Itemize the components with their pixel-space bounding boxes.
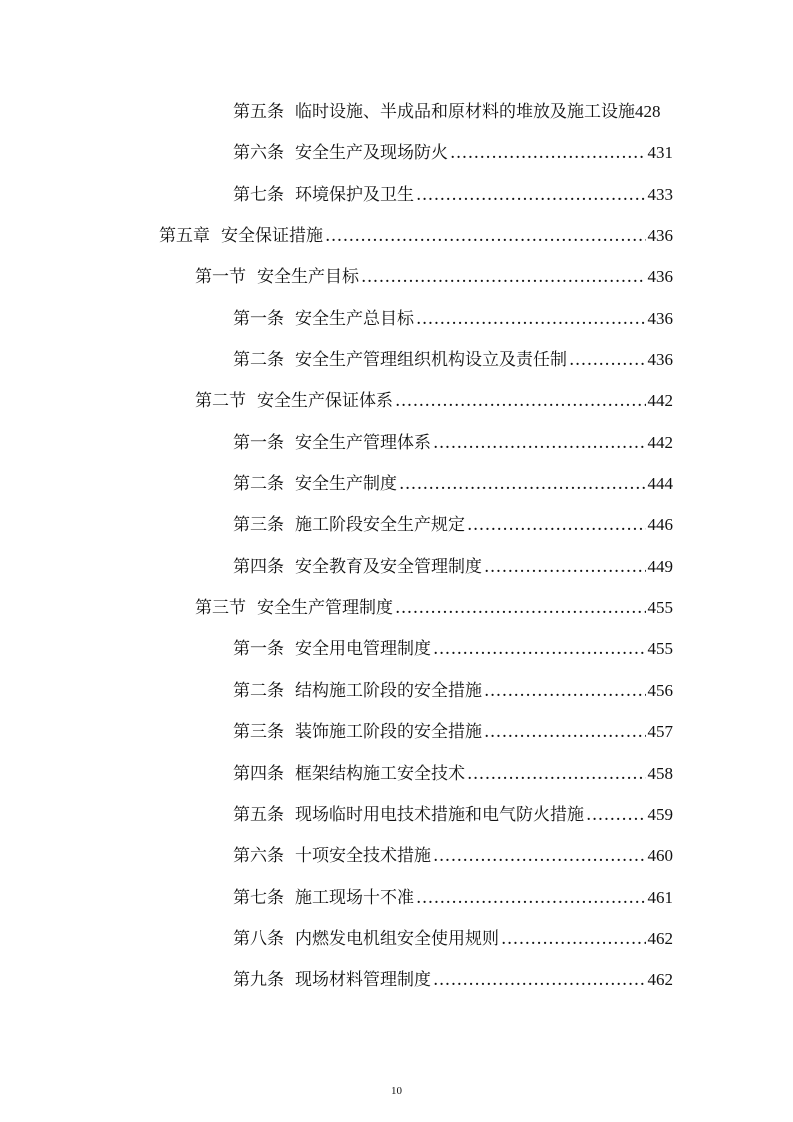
page-number: 10 (391, 1085, 402, 1097)
toc-entry-page: 436 (647, 267, 673, 287)
toc-entry-number: 第四条 (233, 556, 284, 577)
toc-entry-number: 第一条 (233, 432, 284, 453)
toc-entry[interactable] (0, 628, 793, 669)
toc-entry-page: 459 (647, 804, 673, 824)
toc-entry[interactable] (0, 339, 793, 380)
toc-entry[interactable] (0, 504, 793, 545)
dot-leader (450, 133, 646, 174)
toc-entry[interactable] (0, 380, 793, 421)
toc-entry-title: 现场临时用电技术措施和电气防火措施 (295, 804, 584, 825)
dot-leader (399, 464, 646, 505)
toc-entry-number: 第二条 (233, 350, 284, 371)
dot-leader (433, 423, 646, 464)
toc-entry[interactable] (0, 132, 793, 173)
dot-leader (467, 505, 646, 546)
toc-entry-number: 第三节 (195, 598, 246, 619)
toc-entry-number: 第二条 (233, 474, 284, 495)
toc-entry-page: 457 (647, 722, 673, 742)
toc-entry[interactable] (0, 918, 793, 959)
toc-entry[interactable] (0, 877, 793, 918)
toc-entry-page: 431 (647, 143, 673, 163)
toc-entry-title: 安全生产制度 (295, 474, 397, 495)
dot-leader (395, 381, 646, 422)
toc-entry-page: 428 (635, 102, 661, 121)
toc-entry-page: 461 (647, 887, 673, 907)
dot-leader (433, 836, 646, 877)
toc-entry-title: 装饰施工阶段的安全措施 (295, 722, 482, 743)
toc-entry-number: 第五条 (233, 102, 284, 122)
toc-entry-number: 第一节 (195, 267, 246, 288)
toc-entry-title: 安全生产目标 (257, 267, 359, 288)
toc-entry-page: 436 (647, 226, 673, 246)
dot-leader (325, 216, 646, 257)
toc-entry-number: 第五章 (159, 226, 210, 247)
toc-entry[interactable] (0, 959, 793, 1000)
toc-entry[interactable] (0, 298, 793, 339)
toc-entry[interactable] (0, 422, 793, 463)
toc-entry-page: 462 (647, 928, 673, 948)
dot-leader (395, 588, 646, 629)
toc-entry[interactable] (0, 215, 793, 256)
toc-entry-page: 442 (647, 432, 673, 452)
dot-leader (467, 754, 646, 795)
toc-entry-page: 444 (647, 474, 673, 494)
toc-entry-title: 安全用电管理制度 (295, 639, 431, 660)
toc-entry-page: 455 (647, 598, 673, 618)
toc-entry[interactable] (0, 91, 793, 132)
toc-entry-title: 安全生产管理组织机构设立及责任制 (295, 350, 567, 371)
toc-entry-title: 安全教育及安全管理制度 (295, 556, 482, 577)
toc-entry-title: 环境保护及卫生 (295, 184, 414, 205)
toc-entry[interactable] (0, 670, 793, 711)
toc-entry-number: 第七条 (233, 184, 284, 205)
toc-entry-page: 436 (647, 308, 673, 328)
toc-entry-page: 460 (647, 846, 673, 866)
toc-entry-page: 462 (647, 970, 673, 990)
toc-entry-page: 458 (647, 763, 673, 783)
toc-entry-title: 十项安全技术措施 (295, 846, 431, 867)
toc-entry-page: 442 (647, 391, 673, 411)
toc-entry-title: 安全生产总目标 (295, 308, 414, 329)
toc-entry-number: 第五条 (233, 804, 284, 825)
toc-entry-number: 第三条 (233, 515, 284, 536)
dot-leader (433, 960, 646, 1001)
toc-entry-page: 436 (647, 350, 673, 370)
toc-entry-page: 433 (647, 184, 673, 204)
toc-entry-title: 施工现场十不准 (295, 887, 414, 908)
toc-entry-page: 455 (647, 639, 673, 659)
toc-entry-page: 449 (647, 556, 673, 576)
toc-entry-number: 第九条 (233, 970, 284, 991)
toc-entry-title: 现场材料管理制度 (295, 970, 431, 991)
table-of-contents (0, 91, 793, 1001)
toc-entry-title: 安全生产及现场防火 (295, 143, 448, 164)
toc-entry-number: 第一条 (233, 639, 284, 660)
dot-leader (416, 299, 646, 340)
dot-leader (484, 547, 646, 588)
toc-entry[interactable] (0, 174, 793, 215)
toc-entry-number: 第一条 (233, 308, 284, 329)
dot-leader (501, 919, 646, 960)
toc-entry[interactable] (0, 794, 793, 835)
toc-entry-number: 第八条 (233, 928, 284, 949)
toc-entry[interactable] (0, 753, 793, 794)
toc-entry-title: 安全生产管理制度 (257, 598, 393, 619)
dot-leader (416, 878, 646, 919)
toc-entry-page: 446 (647, 515, 673, 535)
toc-entry-title: 内燃发电机组安全使用规则 (295, 928, 499, 949)
toc-entry[interactable] (0, 546, 793, 587)
toc-entry-title: 安全生产保证体系 (257, 391, 393, 412)
toc-entry[interactable] (0, 463, 793, 504)
toc-entry-number: 第六条 (233, 846, 284, 867)
toc-entry-title: 框架结构施工安全技术 (295, 763, 465, 784)
dot-leader (586, 795, 646, 836)
dot-leader (484, 712, 646, 753)
toc-entry-number: 第三条 (233, 722, 284, 743)
toc-entry-number: 第七条 (233, 887, 284, 908)
toc-entry[interactable] (0, 256, 793, 297)
toc-entry-title: 安全生产管理体系 (295, 432, 431, 453)
toc-entry[interactable] (0, 587, 793, 628)
toc-entry-number: 第六条 (233, 143, 284, 164)
dot-leader (484, 671, 646, 712)
toc-entry-number: 第二节 (195, 391, 246, 412)
toc-entry-page: 456 (647, 680, 673, 700)
dot-leader (569, 340, 646, 381)
toc-entry-number: 第二条 (233, 680, 284, 701)
toc-entry[interactable] (0, 835, 793, 876)
dot-leader (416, 175, 646, 216)
toc-entry-title: 安全保证措施 (221, 226, 323, 247)
toc-entry-number: 第四条 (233, 763, 284, 784)
dot-leader (361, 257, 646, 298)
toc-entry-title: 施工阶段安全生产规定 (295, 515, 465, 536)
dot-leader (433, 629, 646, 670)
toc-entry[interactable] (0, 711, 793, 752)
toc-entry-title: 结构施工阶段的安全措施 (295, 680, 482, 701)
toc-entry-title: 临时设施、半成品和原材料的堆放及施工设施 (295, 102, 635, 122)
